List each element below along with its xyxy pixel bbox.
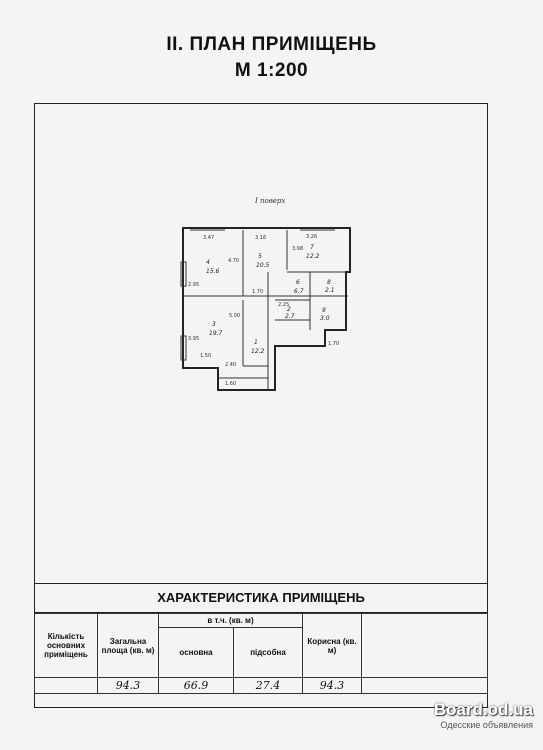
room-area: 10.5 [256,262,270,269]
plan-title: ІІ. ПЛАН ПРИМІЩЕНЬ [166,34,377,55]
room-num: 9 [322,307,326,314]
room-num: 6 [296,279,300,286]
characteristics-table [34,613,488,694]
room-area: 2.7 [285,313,295,320]
room-num: 7 [310,244,314,251]
dimension: 2.40 [225,362,237,368]
dimension: 1.70 [328,341,340,347]
header-empty [362,614,488,678]
dimension: 1.60 [225,381,237,387]
value-count [35,678,98,694]
room-area: 2.1 [325,287,335,294]
room-area: 19.7 [209,330,223,337]
room-area: 15.6 [206,268,220,275]
room-area: 12.2 [251,348,265,355]
watermark-site: Board.od.ua [433,700,533,719]
dimension: 3.16 [255,235,267,241]
room-num: 1 [254,339,258,346]
room-area: 12.2 [306,253,320,260]
dimension: 3.98 [292,246,304,252]
value-useful: 94.3 [303,678,362,694]
dimension: 2.25 [278,302,290,308]
header-aux: підсобна [234,628,303,678]
characteristics-title: ХАРАКТЕРИСТИКА ПРИМІЩЕНЬ [34,583,488,613]
room-num: 4 [206,259,210,266]
room-area: 3.0 [320,315,330,322]
dimension: 3.95 [188,336,200,342]
dimension: 1.70 [252,289,264,295]
value-total: 94.3 [98,678,159,694]
header-total: Загальна площа (кв. м) [98,614,159,678]
dimension: 1.50 [200,353,212,359]
dimension: 4.70 [228,258,240,264]
room-num: 5 [258,253,262,260]
dimension: 3.26 [306,234,318,240]
watermark-caption: Одесские объявления [440,720,533,730]
header-useful: Корисна (кв. м) [303,614,362,678]
header-count: Кількість основних приміщень [35,614,98,678]
plan-scale: М 1:200 [234,60,309,81]
room-area: 6.7 [294,288,304,295]
room-num: 2 [287,306,291,313]
floor-label: I поверх [255,197,286,205]
header-incl: в т.ч. (кв. м) [159,614,303,628]
header-main: основна [159,628,234,678]
watermark [434,700,533,730]
value-empty [362,678,488,694]
dimension: 3.47 [203,235,215,241]
room-num: 8 [327,279,331,286]
dimension: 2.95 [188,282,200,288]
value-aux: 27.4 [234,678,303,694]
room-num: 3 [212,321,216,328]
value-main: 66.9 [159,678,234,694]
dimension: 5.00 [229,313,241,319]
